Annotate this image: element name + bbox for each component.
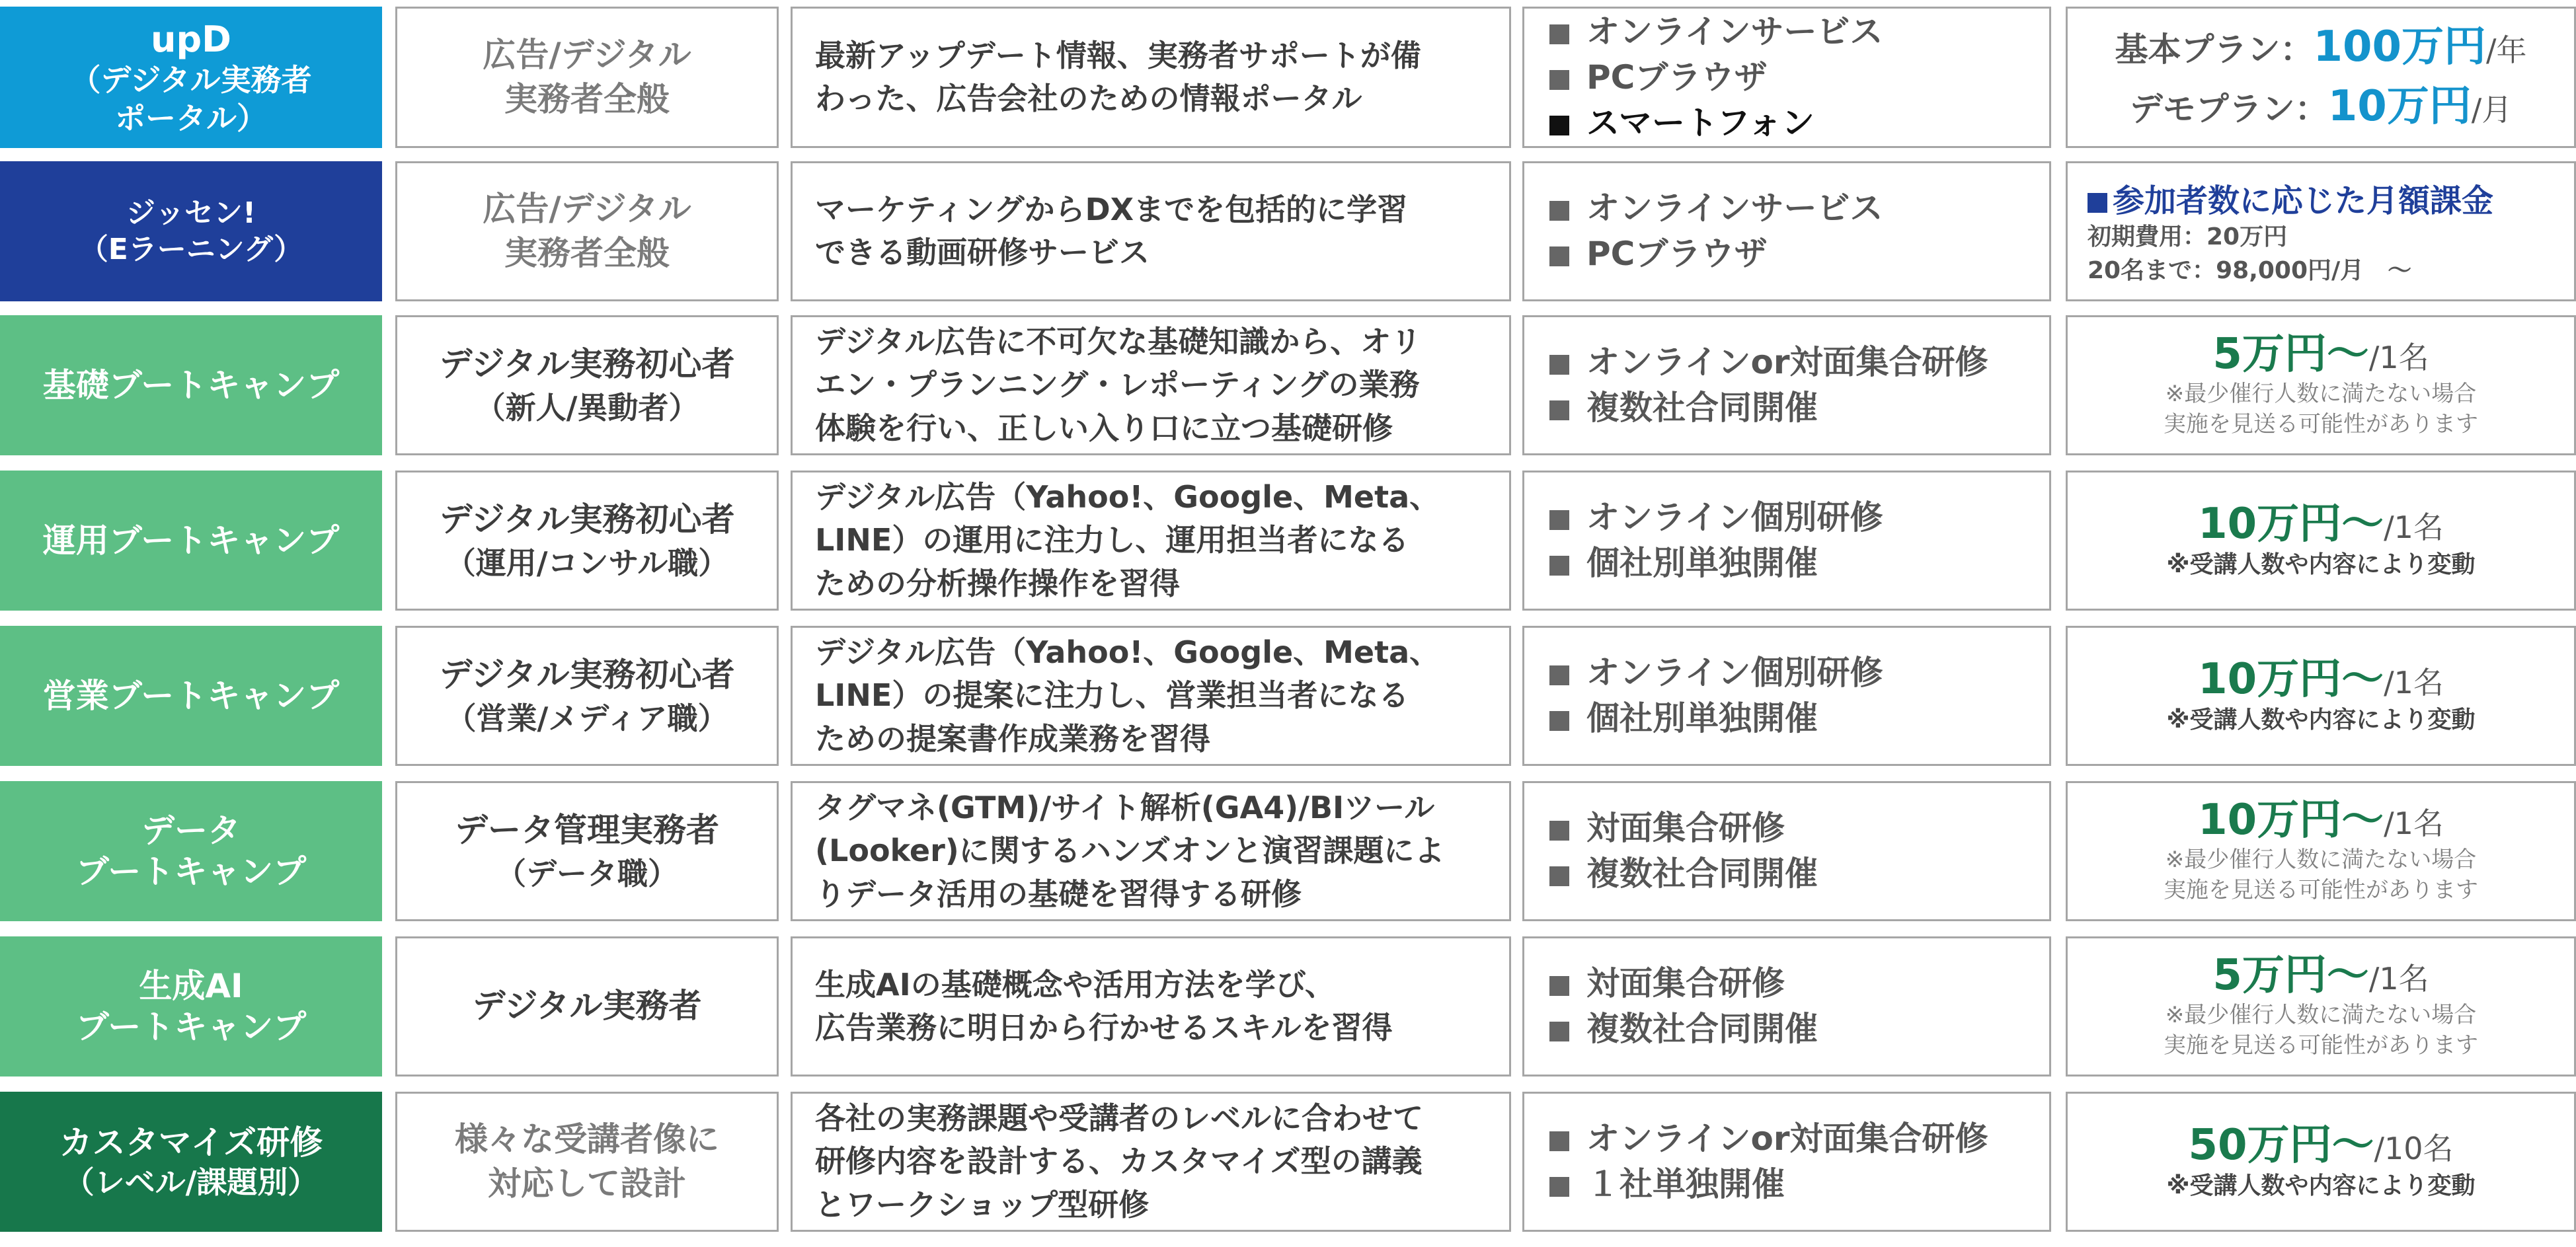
square-bullet-icon	[1549, 201, 1569, 221]
format-item: スマートフォン	[1549, 100, 2049, 146]
service-name-sub: ブートキャンプ	[75, 1008, 307, 1046]
format-item: PCブラウザ	[1549, 231, 2049, 277]
service-name: データ	[141, 811, 241, 850]
service-name: ジッセン!	[126, 196, 256, 230]
format-item: オンライン個別研修	[1549, 495, 2049, 541]
square-bullet-icon	[1549, 665, 1569, 685]
price-note: ※最少催行人数に満たない場合	[2165, 1001, 2477, 1028]
price-note: 実施を見送る可能性があります	[2164, 410, 2478, 437]
price-cell	[2066, 7, 2576, 148]
target-text-sub: （データ職）	[496, 855, 678, 891]
description-line: タグマネ(GTM)/サイト解析(GA4)/BIツール	[815, 790, 1435, 826]
square-bullet-icon	[1549, 355, 1569, 375]
format-item: オンラインサービス	[1549, 9, 2049, 55]
format-item: 個社別単独開催	[1549, 541, 2049, 586]
format-item: オンラインサービス	[1549, 186, 2049, 231]
price-cell	[2066, 781, 2576, 921]
target-text-sub: （新人/異動者）	[475, 389, 699, 426]
service-name-sub: ブートキャンプ	[75, 852, 307, 891]
price-note: 実施を見送る可能性があります	[2164, 876, 2478, 903]
price-value: 10万円～/1名	[2198, 796, 2444, 845]
price-value: 10万円～/1名	[2198, 654, 2444, 704]
table-row	[0, 626, 2576, 766]
price-cell	[2066, 626, 2576, 766]
service-name: 運用ブートキャンプ	[42, 521, 340, 560]
description-line: デジタル広告に不可欠な基礎知識から、オリ	[815, 324, 1422, 360]
description-line: デジタル広告（Yahoo!、Google、Meta、	[815, 634, 1440, 671]
service-name: upD	[151, 18, 231, 60]
initial-fee: 初期費用：20万円	[2088, 223, 2288, 251]
service-name-sub: ポータル）	[115, 100, 267, 136]
price-cell	[2066, 936, 2576, 1077]
target-text: デジタル実務者	[472, 987, 702, 1026]
target-text-sub: （運用/コンサル職）	[445, 545, 729, 581]
description-line: できる動画研修サービス	[815, 235, 1150, 270]
description-line: エン・プランニング・レポーティングの業務	[815, 367, 1420, 403]
target-text: デジタル実務初心者	[439, 500, 735, 539]
description-cell	[791, 7, 1511, 148]
format-cell	[1522, 315, 2051, 455]
service-name: 基礎ブートキャンプ	[42, 365, 340, 404]
format-item: 対面集合研修	[1549, 961, 2049, 1006]
price-note: ※最少催行人数に満たない場合	[2165, 846, 2477, 873]
table-row	[0, 781, 2576, 921]
format-item: 個社別単独開催	[1549, 696, 2049, 741]
format-item: オンラインor対面集合研修	[1549, 340, 2049, 385]
target-text-sub: 実務者全般	[504, 80, 670, 118]
description-line: 体験を行い、正しい入り口に立つ基礎研修	[815, 410, 1393, 446]
service-name-cell	[0, 7, 382, 148]
table-row	[0, 161, 2576, 301]
service-name-cell	[0, 315, 382, 455]
description-cell	[791, 1092, 1511, 1232]
target-text-sub: 実務者全般	[504, 234, 670, 272]
monthly-fee: 20名まで：98,000円/月 ～	[2088, 256, 2412, 284]
price-cell	[2066, 161, 2576, 301]
target-cell	[395, 471, 779, 611]
table-row	[0, 7, 2576, 148]
table-row	[0, 936, 2576, 1077]
description-cell	[791, 315, 1511, 455]
format-cell	[1522, 7, 2051, 148]
service-name: 生成AI	[139, 966, 243, 1005]
target-cell	[395, 781, 779, 921]
service-name-sub: （レベル/課題別）	[63, 1164, 319, 1200]
format-cell	[1522, 161, 2051, 301]
target-cell	[395, 315, 779, 455]
target-cell	[395, 1092, 779, 1232]
price-value: 50万円～/10名	[2188, 1120, 2454, 1170]
description-line: LINE）の提案に注力し、営業担当者になる	[815, 677, 1409, 714]
square-bullet-icon	[1549, 24, 1569, 44]
table-row	[0, 471, 2576, 611]
description-line: マーケティングからDXまでを包括的に学習	[815, 191, 1408, 227]
format-item: 複数社合同開催	[1549, 851, 2049, 897]
description-line: とワークショップ型研修	[815, 1186, 1150, 1223]
service-name: 営業ブートキャンプ	[42, 676, 340, 715]
square-bullet-icon	[1549, 70, 1569, 90]
service-name-cell	[0, 471, 382, 611]
description-line: デジタル広告（Yahoo!、Google、Meta、	[815, 479, 1440, 515]
format-item: 対面集合研修	[1549, 806, 2049, 851]
description-line: ための分析操作操作を習得	[815, 565, 1180, 601]
target-text: デジタル実務初心者	[439, 345, 735, 384]
square-bullet-icon	[1549, 400, 1569, 420]
description-line: 研修内容を設計する、カスタマイズ型の講義	[815, 1143, 1423, 1180]
target-text: デジタル実務初心者	[439, 656, 735, 695]
billing-heading: 参加者数に応じた月額課金	[2088, 175, 2493, 221]
description-line: わった、広告会社のための情報ポータル	[815, 81, 1362, 116]
target-cell	[395, 626, 779, 766]
square-bullet-icon	[1549, 510, 1569, 530]
basic-plan-price: 基本プラン：100万円/年	[2115, 22, 2527, 72]
description-line: りデータ活用の基礎を習得する研修	[815, 876, 1302, 912]
demo-plan-price: デモプラン：10万円/月	[2129, 82, 2513, 131]
price-note: 実施を見送る可能性があります	[2164, 1032, 2478, 1059]
service-name-cell	[0, 781, 382, 921]
format-cell	[1522, 781, 2051, 921]
format-item: オンラインor対面集合研修	[1549, 1116, 2049, 1162]
description-line: ための提案書作成業務を習得	[815, 720, 1210, 757]
square-bullet-icon	[1549, 866, 1569, 886]
description-line: 生成AIの基礎概念や活用方法を学び、	[815, 966, 1335, 1002]
price-cell	[2066, 315, 2576, 455]
service-name-cell	[0, 161, 382, 301]
description-cell	[791, 161, 1511, 301]
service-name-cell	[0, 626, 382, 766]
square-bullet-icon	[1549, 711, 1569, 731]
service-name: カスタマイズ研修	[59, 1123, 323, 1162]
price-cell	[2066, 471, 2576, 611]
price-value: 5万円～/1名	[2212, 951, 2429, 1001]
description-line: 各社の実務課題や受講者のレベルに合わせて	[815, 1100, 1423, 1137]
target-cell	[395, 161, 779, 301]
square-bullet-icon	[1549, 821, 1569, 841]
format-cell	[1522, 471, 2051, 611]
service-name-cell	[0, 1092, 382, 1232]
square-bullet-icon	[1549, 1177, 1569, 1197]
target-text-sub: （営業/メディア職）	[446, 700, 728, 736]
description-line: 広告業務に明日から行かせるスキルを習得	[815, 1010, 1393, 1045]
target-cell	[395, 7, 779, 148]
description-line: 最新アップデート情報、実務者サポートが備	[815, 37, 1421, 73]
description-cell	[791, 936, 1511, 1077]
price-cell	[2066, 1092, 2576, 1232]
square-bullet-icon	[1549, 1022, 1569, 1041]
square-bullet-icon	[1549, 976, 1569, 996]
format-item: 複数社合同開催	[1549, 385, 2049, 431]
target-text: 広告/デジタル	[483, 189, 691, 228]
description-line: (Looker)に関するハンズオンと演習課題によ	[815, 833, 1445, 869]
format-item: １社単独開催	[1549, 1162, 2049, 1207]
target-text: 広告/デジタル	[483, 35, 691, 74]
square-bullet-icon	[1549, 556, 1569, 576]
table-row	[0, 315, 2576, 455]
service-name-cell	[0, 936, 382, 1077]
price-note: ※受講人数や内容により変動	[2166, 706, 2476, 734]
format-item: PCブラウザ	[1549, 55, 2049, 100]
description-line: LINE）の運用に注力し、運用担当者になる	[815, 522, 1409, 558]
square-bullet-icon	[1549, 1131, 1569, 1151]
service-name-sub: （デジタル実務者	[70, 62, 312, 98]
square-bullet-icon	[1549, 116, 1569, 135]
service-name-sub: （Eラーニング）	[79, 233, 303, 266]
target-text: データ管理実務者	[455, 811, 719, 850]
description-cell	[791, 781, 1511, 921]
format-cell	[1522, 936, 2051, 1077]
format-item: 複数社合同開催	[1549, 1006, 2049, 1052]
target-text-sub: 対応して設計	[488, 1164, 686, 1203]
price-note: ※最少催行人数に満たない場合	[2165, 380, 2477, 407]
target-cell	[395, 936, 779, 1077]
square-bullet-icon	[2088, 193, 2107, 213]
price-value: 10万円～/1名	[2198, 499, 2444, 548]
price-value: 5万円～/1名	[2212, 330, 2429, 379]
format-item: オンライン個別研修	[1549, 650, 2049, 696]
price-note: ※受講人数や内容により変動	[2166, 1172, 2476, 1199]
format-cell	[1522, 1092, 2051, 1232]
table-row	[0, 1092, 2576, 1232]
price-note: ※受講人数や内容により変動	[2166, 550, 2476, 578]
square-bullet-icon	[1549, 246, 1569, 266]
description-cell	[791, 471, 1511, 611]
format-cell	[1522, 626, 2051, 766]
target-text: 様々な受講者像に	[455, 1119, 719, 1158]
description-cell	[791, 626, 1511, 766]
